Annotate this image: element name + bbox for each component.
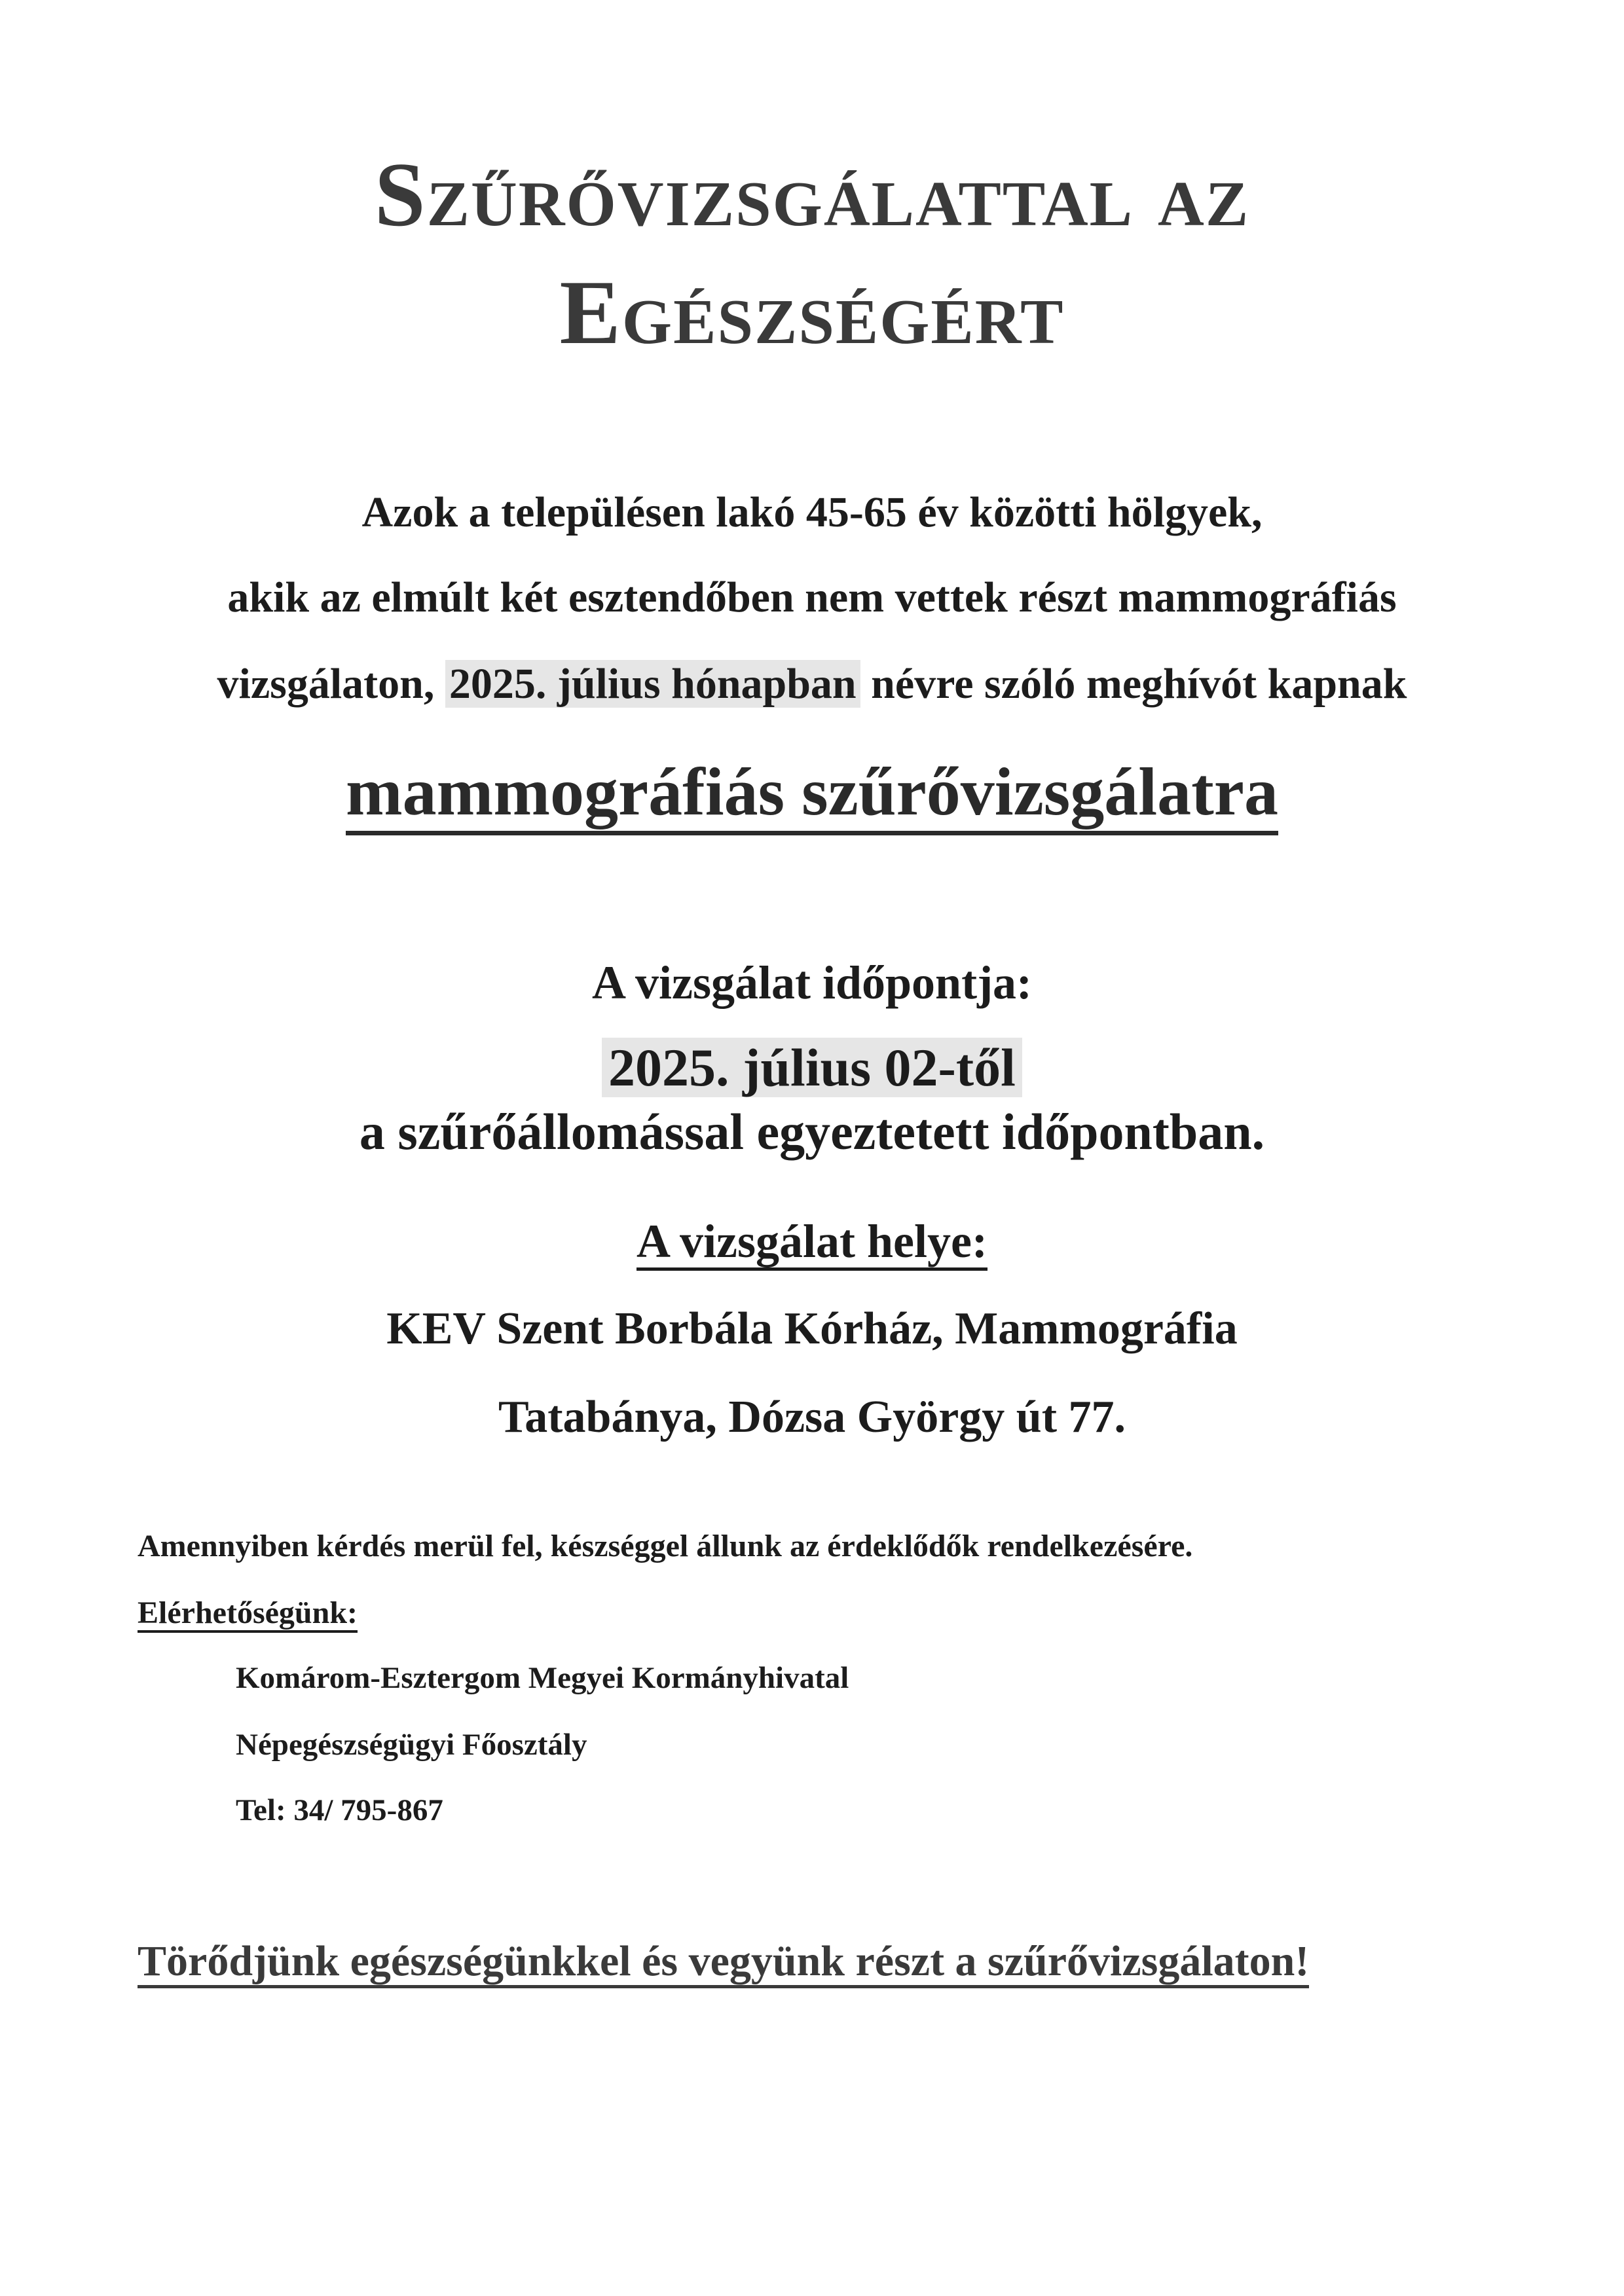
contact-label [138, 1597, 358, 1629]
exam-place-label-text: A vizsgálat helye: [637, 1215, 987, 1271]
intro-line-3 [0, 660, 1624, 708]
intro-line-2: akik az elmúlt két esztendőben nem vettek részt mammográfiás [227, 574, 1397, 621]
exam-date-highlight: 2025. július 02-től [602, 1038, 1022, 1097]
contact-phone: Tel: 34/ 795-867 [236, 1793, 443, 1827]
contact-organization: Komárom-Esztergom Megyei Kormányhivatal [236, 1661, 849, 1695]
info-text: Amennyiben kérdés merül fel, készséggel állunk az érdeklődők rendelkezésére. [138, 1529, 1193, 1563]
closing-slogan-text: Törődjünk egészségünkkel és vegyünk részt a szűrővizsgálaton! [138, 1937, 1309, 1988]
intro-line-3-prefix: vizsgálaton, [217, 660, 445, 708]
exam-date [0, 1038, 1624, 1097]
exam-time-note: a szűrőállomással egyeztetett időpontban. [359, 1103, 1265, 1160]
title-line-2: Egészségért [559, 262, 1065, 363]
exam-place-line-2: Tatabánya, Dózsa György út 77. [498, 1392, 1126, 1442]
contact-department: Népegészségügyi Főosztály [236, 1728, 587, 1762]
intro-line-1: Azok a településen lakó 45-65 év közötti hölgyek, [361, 488, 1263, 536]
contact-label-text: Elérhetőségünk: [138, 1595, 358, 1633]
exam-place-label [0, 1215, 1624, 1267]
title-line-1: Szűrővizsgálattal az [374, 144, 1250, 246]
exam-place-line-1: KEV Szent Borbála Kórház, Mammográfia [386, 1303, 1238, 1354]
headline [0, 753, 1624, 831]
exam-time-label: A vizsgálat időpontja: [591, 957, 1033, 1009]
headline-text: mammográfiás szűrővizsgálatra [346, 754, 1278, 835]
closing-slogan [138, 1938, 1309, 1986]
intro-line-3-suffix: névre szóló meghívót kapnak [860, 660, 1407, 708]
invitation-month-highlight: 2025. július hónapban [445, 660, 860, 708]
